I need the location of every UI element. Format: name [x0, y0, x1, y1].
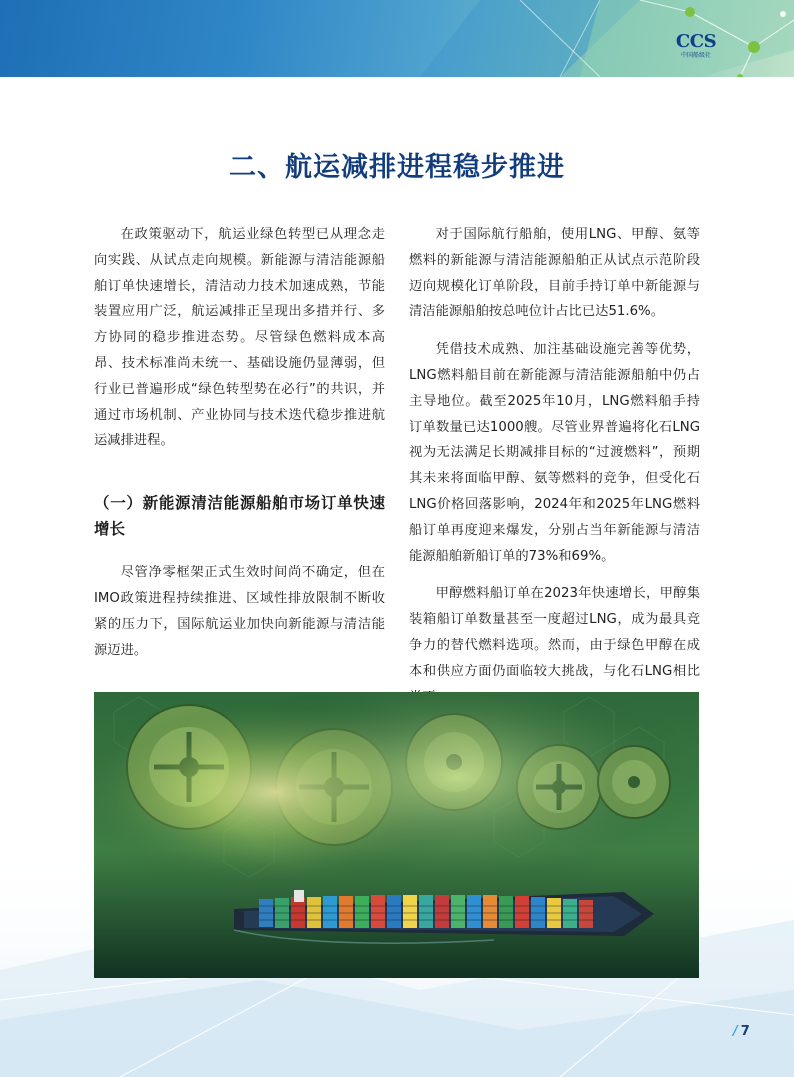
logo-mark: CCS — [675, 31, 717, 52]
section-title: 二、航运减排进程稳步推进 — [229, 152, 565, 183]
left-paragraph-2: 尽管净零框架正式生效时间尚不确定，但在IMO政策进程持续推进、区域性排放限制不断收紧的压力下，国际航运业加快向新能源与清洁能源迈进。 — [94, 565, 385, 658]
logo-subtitle: 中国船级社 — [680, 52, 711, 59]
container-ship — [234, 890, 654, 936]
header-banner — [0, 0, 794, 77]
page-number — [733, 1024, 750, 1039]
ccs-logo — [672, 33, 720, 60]
left-paragraph-1: 在政策驱动下，航运业绿色转型已从理念走向实践、从试点走向规模。新能源与清洁能源船舶订单快速增长，清洁动力技术加速成熟，节能装置应用广泛，航运减排正呈现出多措并行、多方协同的稳步推进态势。尽管绿色燃料成本高昂、技术标准尚未统一、基础设施仍显薄弱，但行业已普遍形成“绿色转型势在必行”的共识，并通过市场机制、产业协同与技术迭代稳步推进航运减排进程。 — [94, 227, 385, 449]
right-paragraph-2: 凭借技术成熟、加注基础设施完善等优势，LNG燃料船目前在新能源与清洁能源船舶中仍占主导地位。截至2025年10月，LNG燃料船手持订单数量已达1000艘。尽管业界普遍将化石LNG视为无法满足长期减排目标的“过渡燃料”，预期其未来将面临甲醇、氨等燃料的竞争，但受化石LNG价格回落影响，2024年和2025年LNG燃料船订单再度迎来爆发，分别占当年新能源与清洁能源船舶新船订单的73%和69%。 — [409, 342, 700, 564]
right-paragraph-3: 甲醇燃料船订单在2023年快速增长，甲醇集装箱船订单数量甚至一度超过LNG，成为最具竞争力的替代燃料选项。然而，由于绿色甲醇在成本和供应方面仍面临较大挑战，与化石LNG相比 — [409, 586, 700, 679]
page-number-value: 7 — [740, 1024, 750, 1039]
right-column — [409, 222, 700, 710]
slash-icon: / — [733, 1024, 738, 1039]
right-paragraph-1: 对于国际航行船舶，使用LNG、甲醇、氨等燃料的新能源与清洁能源船舶正从试点示范阶段迈向规模化订单阶段，目前手持订单中新能源与清洁能源船舶按总吨位计占比已达51.6%。 — [409, 227, 700, 320]
subsection-heading: （一）新能源清洁能源船舶市场订单快速增长 — [94, 494, 385, 539]
left-column — [94, 222, 385, 663]
gears-container-ship-image — [94, 692, 699, 978]
